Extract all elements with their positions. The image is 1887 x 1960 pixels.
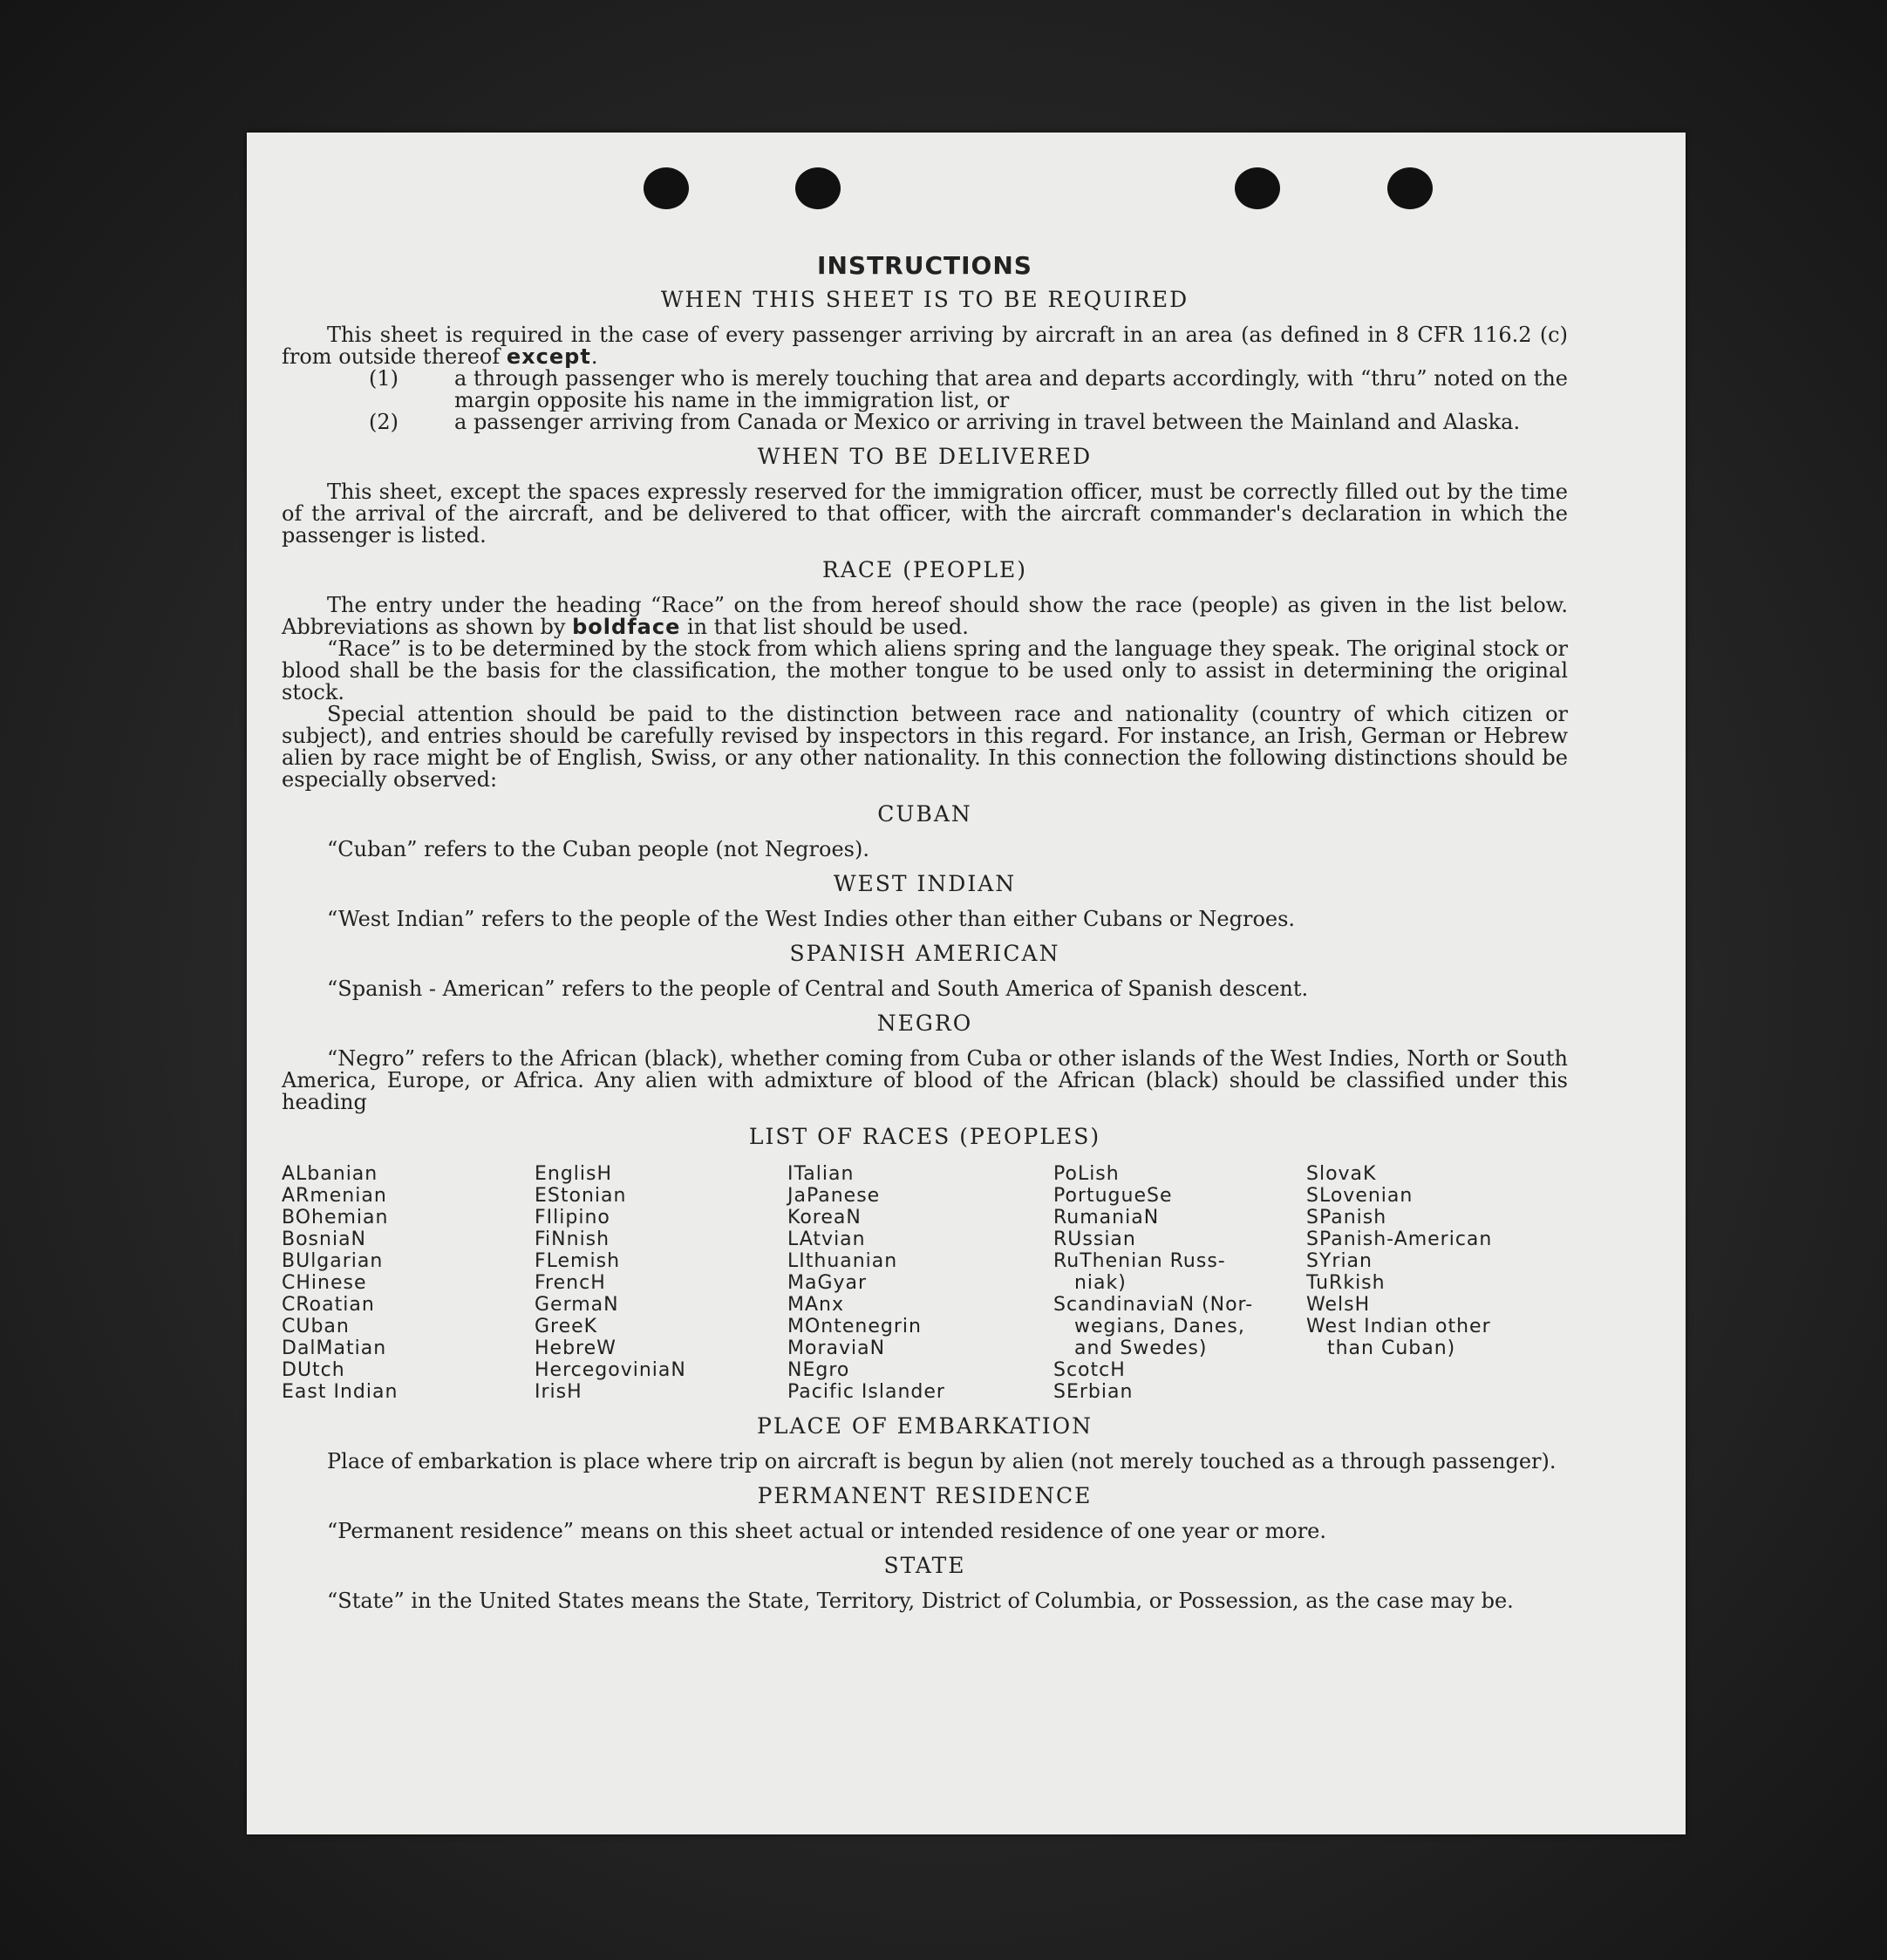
race-entry: ARmenian bbox=[282, 1185, 387, 1207]
permanent-residence-text: “Permanent residence” means on this sheet actual or intended residence of one year or more. bbox=[327, 1519, 1326, 1543]
race-entry: HercegoviniaN bbox=[535, 1359, 686, 1381]
races-list bbox=[282, 1163, 1568, 1403]
race-entry: EStonian bbox=[535, 1185, 627, 1207]
race-paragraph-1: The entry under the heading “Race” on the from hereof should show the race (people) as given in the list below. Abbreviations as shown by boldface in that list should be used. bbox=[282, 593, 1568, 639]
boldface-word: boldface bbox=[572, 615, 681, 639]
race-entry: ScotcH bbox=[1053, 1359, 1126, 1381]
race-entry: SErbian bbox=[1053, 1381, 1134, 1403]
punch-hole bbox=[1235, 167, 1280, 209]
section-heading-when-delivered: WHEN TO BE DELIVERED bbox=[757, 444, 1093, 469]
page-title: INSTRUCTIONS bbox=[817, 251, 1032, 280]
races-column bbox=[1306, 1163, 1559, 1403]
when-delivered-text: This sheet, except the spaces expressly reserved for the immigration officer, must be correctly filled out by the time of the arrival of the aircraft, and be delivered to that officer, with the aircraft commander's declaration in which the passenger is listed. bbox=[282, 480, 1568, 548]
race-entry: BUlgarian bbox=[282, 1250, 384, 1272]
instructions-content bbox=[282, 251, 1568, 1613]
race-entry: PoLish bbox=[1053, 1163, 1120, 1185]
race-entry: wegians, Danes, bbox=[1053, 1316, 1245, 1337]
embarkation-text: Place of embarkation is place where trip on aircraft is begun by alien (not merely touched as a through passenger). bbox=[327, 1449, 1557, 1473]
race-entry: Pacific Islander bbox=[787, 1381, 945, 1403]
race-entry: FIlipino bbox=[535, 1207, 610, 1228]
list-item: (2) a passenger arriving from Canada or Mexico or arriving in travel between the Mainland and Alaska. bbox=[369, 410, 1521, 434]
race-entry: RuThenian Russ- bbox=[1053, 1250, 1226, 1272]
section-heading-state: STATE bbox=[883, 1553, 966, 1578]
race-entry: WelsH bbox=[1306, 1294, 1371, 1316]
race-entry: BosniaN bbox=[282, 1228, 367, 1250]
race-entry: FrencH bbox=[535, 1272, 606, 1294]
cuban-text: “Cuban” refers to the Cuban people (not Negroes). bbox=[327, 837, 869, 861]
race-entry: MoraviaN bbox=[787, 1337, 886, 1359]
section-heading-cuban: CUBAN bbox=[877, 801, 972, 827]
race-paragraph-2: “Race” is to be determined by the stock from which aliens spring and the language they speak. The original stock or blood shall be the basis for the classification, the mother tongue to be used only to assist in determining the original stock. bbox=[282, 636, 1568, 704]
section-heading-race: RACE (PEOPLE) bbox=[822, 557, 1027, 582]
races-column bbox=[1053, 1163, 1306, 1403]
race-entry: East Indian bbox=[282, 1381, 399, 1403]
race-entry: JaPanese bbox=[787, 1185, 881, 1207]
race-entry: RumaniaN bbox=[1053, 1207, 1160, 1228]
list-item: (1) a through passenger who is merely touching that area and departs accordingly, with “thru” noted on the margin opposite his name in the immigration list, or bbox=[369, 366, 1568, 412]
west-indian-text: “West Indian” refers to the people of the West Indies other than either Cubans or Negroes. bbox=[327, 907, 1296, 931]
race-entry: PortugueSe bbox=[1053, 1185, 1173, 1207]
race-entry: ScandinaviaN (Nor- bbox=[1053, 1294, 1254, 1316]
race-entry: ALbanian bbox=[282, 1163, 378, 1185]
race-entry: SlovaK bbox=[1306, 1163, 1377, 1185]
races-column bbox=[282, 1163, 535, 1403]
race-entry: GermaN bbox=[535, 1294, 619, 1316]
negro-text: “Negro” refers to the African (black), whether coming from Cuba or other islands of the West Indies, North or South America, Europe, or Africa. Any alien with admixture of blood of the African (black) should be classified under this heading bbox=[282, 1046, 1568, 1114]
race-entry: FiNnish bbox=[535, 1228, 610, 1250]
race-entry: SPanish-American bbox=[1306, 1228, 1493, 1250]
race-entry: niak) bbox=[1053, 1272, 1127, 1294]
race-entry: MaGyar bbox=[787, 1272, 868, 1294]
race-entry: BOhemian bbox=[282, 1207, 389, 1228]
race-entry: CHinese bbox=[282, 1272, 367, 1294]
race-entry: MAnx bbox=[787, 1294, 844, 1316]
race-entry: SPanish bbox=[1306, 1207, 1387, 1228]
race-entry: TuRkish bbox=[1306, 1272, 1386, 1294]
race-entry: CRoatian bbox=[282, 1294, 375, 1316]
state-text: “State” in the United States means the State, Territory, District of Columbia, or Possession, as the case may be. bbox=[327, 1589, 1514, 1613]
races-column bbox=[787, 1163, 1053, 1403]
section-heading-negro: NEGRO bbox=[876, 1011, 973, 1036]
race-entry: DUtch bbox=[282, 1359, 345, 1381]
race-entry: MOntenegrin bbox=[787, 1316, 922, 1337]
punch-hole bbox=[1387, 167, 1433, 209]
race-entry: CUban bbox=[282, 1316, 350, 1337]
race-entry: LAtvian bbox=[787, 1228, 866, 1250]
race-entry: NEgro bbox=[787, 1359, 850, 1381]
except-bold: except bbox=[506, 344, 591, 369]
races-column bbox=[535, 1163, 787, 1403]
race-entry: FLemish bbox=[535, 1250, 621, 1272]
race-entry: EnglisH bbox=[535, 1163, 613, 1185]
race-entry: LIthuanian bbox=[787, 1250, 898, 1272]
section-heading-permanent-residence: PERMANENT RESIDENCE bbox=[757, 1483, 1093, 1508]
race-entry: HebreW bbox=[535, 1337, 617, 1359]
section-heading-west-indian: WEST INDIAN bbox=[833, 871, 1017, 896]
race-entry: West Indian other bbox=[1306, 1316, 1491, 1337]
race-entry: SLovenian bbox=[1306, 1185, 1414, 1207]
race-entry: and Swedes) bbox=[1053, 1337, 1208, 1359]
section-heading-when-required: WHEN THIS SHEET IS TO BE REQUIRED bbox=[660, 287, 1189, 312]
spanish-american-text: “Spanish - American” refers to the people of Central and South America of Spanish descent. bbox=[327, 977, 1309, 1001]
race-entry: SYrian bbox=[1306, 1250, 1373, 1272]
race-entry: GreeK bbox=[535, 1316, 598, 1337]
race-entry: ITalian bbox=[787, 1163, 855, 1185]
section-heading-spanish-american: SPANISH AMERICAN bbox=[789, 941, 1060, 966]
race-entry: than Cuban) bbox=[1306, 1337, 1456, 1359]
race-entry: DalMatian bbox=[282, 1337, 387, 1359]
section-heading-embarkation: PLACE OF EMBARKATION bbox=[757, 1413, 1093, 1439]
punch-hole bbox=[795, 167, 841, 209]
race-paragraph-3: Special attention should be paid to the distinction between race and nationality (country of which citizen or subject), and entries should be carefully revised by inspectors in this regard. For instance, an Irish, German or Hebrew alien by race might be of English, Swiss, or any other nationality. In this connection the following distinctions should be especially observed: bbox=[282, 702, 1568, 792]
race-entry: RUssian bbox=[1053, 1228, 1136, 1250]
when-required-intro: This sheet is required in the case of every passenger arriving by aircraft in an area (as defined in 8 CFR 116.2 (c) from outside thereof except. bbox=[282, 323, 1568, 369]
punch-hole bbox=[644, 167, 689, 209]
section-heading-list-of-races: LIST OF RACES (PEOPLES) bbox=[748, 1124, 1101, 1149]
race-entry: IrisH bbox=[535, 1381, 582, 1403]
document-page bbox=[247, 133, 1686, 1834]
race-entry: KoreaN bbox=[787, 1207, 862, 1228]
